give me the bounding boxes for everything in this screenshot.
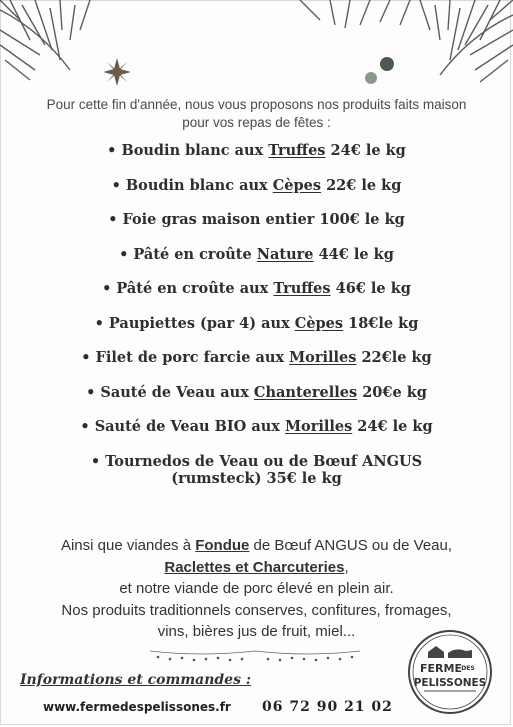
product-item-tournedos: • Tournedos de Veau ou de Bœuf ANGUS (rumsteck) 35€ le kg xyxy=(90,452,423,487)
logo-line-2: DES xyxy=(461,665,475,672)
product-item: • Pâté en croûte aux Truffes 46€ le kg xyxy=(102,280,411,297)
intro-line-1: Pour cette fin d'année, nous vous proposons nos produits faits maison xyxy=(46,97,467,112)
product-item: • Pâté en croûte Nature 44€ le kg xyxy=(119,245,394,263)
outro-text xyxy=(0,535,513,643)
product-item: • Foie gras maison entier 100€ le kg xyxy=(108,211,405,228)
product-item: • Sauté de Veau BIO aux Morilles 24€ le kg xyxy=(80,418,433,435)
outro-line-1: Ainsi que viandes à Fondue de Bœuf ANGUS ou de Veau, xyxy=(60,537,453,554)
outro-line-2: Raclettes et Charcuteries, xyxy=(164,558,349,576)
outro-line-5: vins, bières jus de fruit, miel... xyxy=(157,623,356,640)
ferme-logo xyxy=(406,628,494,716)
star-anise-icon xyxy=(103,58,131,86)
product-item: • Sauté de Veau aux Chanterelles 20€e kg xyxy=(86,383,427,401)
website-link[interactable]: www.fermedespelissones.fr xyxy=(43,700,231,714)
logo-line-1: FERME xyxy=(420,662,462,675)
outro-line-3: et notre viande de porc élevé en plein air. xyxy=(119,580,394,597)
intro-line-2: pour vos repas de fêtes : xyxy=(182,115,331,130)
phone-number[interactable]: 06 72 90 21 02 xyxy=(262,699,393,715)
product-item: • Boudin blanc aux Truffes 24€ le kg xyxy=(107,142,406,159)
ornament-icon xyxy=(380,57,394,71)
product-item: • Filet de porc farcie aux Morilles 22€le kg xyxy=(81,349,432,366)
pine-branches-decoration xyxy=(0,0,513,90)
info-title: Informations et commandes : xyxy=(20,672,252,688)
product-list xyxy=(0,142,513,487)
logo-line-3: PELISSONES xyxy=(413,677,487,689)
product-item: • Boudin blanc aux Cèpes 22€ le kg xyxy=(111,176,402,194)
product-item: • Paupiettes (par 4) aux Cèpes 18€le kg xyxy=(94,314,419,332)
intro-text xyxy=(0,96,513,132)
outro-line-4: Nos produits traditionnels conserves, confitures, fromages, xyxy=(61,601,452,619)
ornament-icon xyxy=(365,72,377,84)
light-garland-decoration xyxy=(150,648,360,664)
